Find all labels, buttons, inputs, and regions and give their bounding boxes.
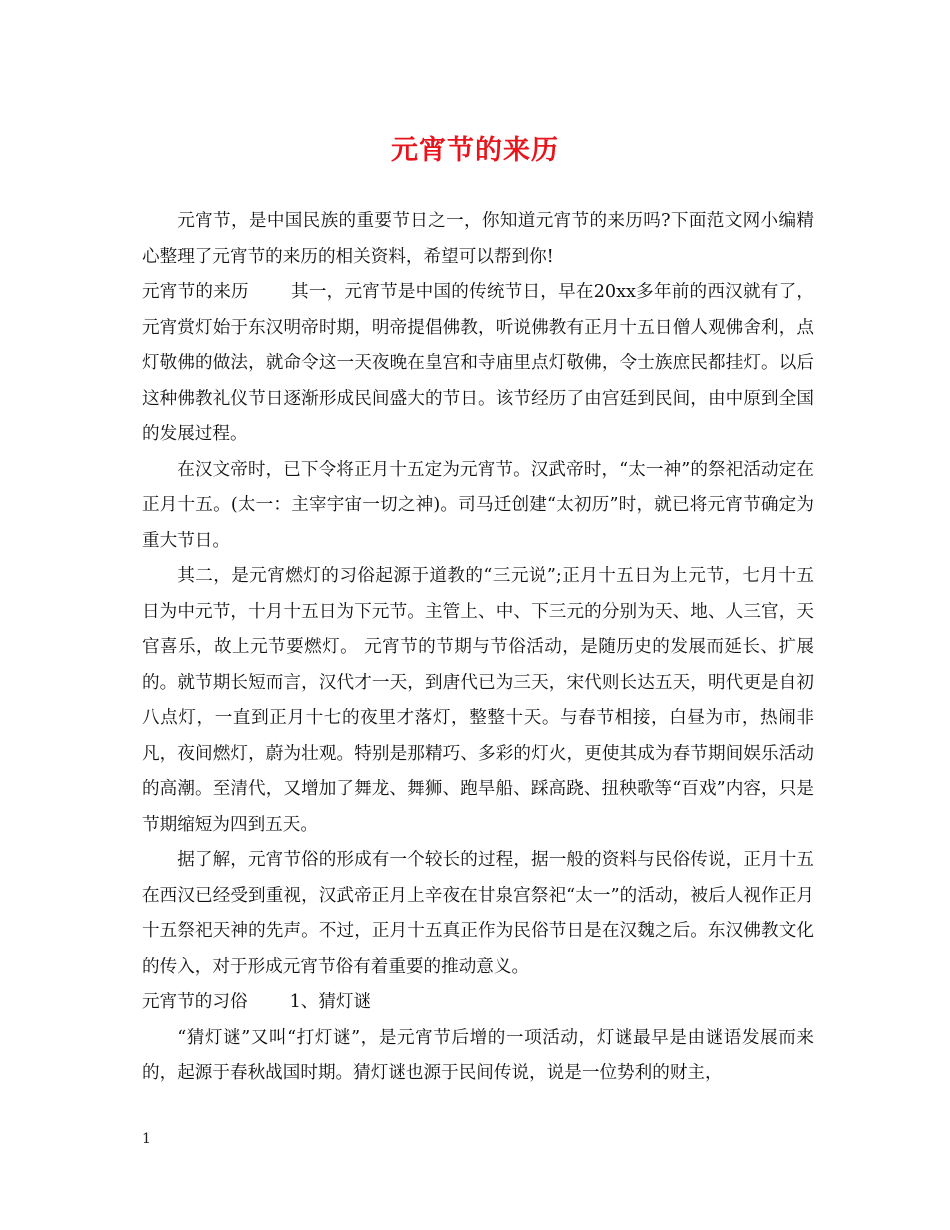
section-origin-paragraph-1 [142, 275, 814, 453]
intro-paragraph: 元宵节，是中国民族的重要节日之一，你知道元宵节的来历吗?下面范文网小编精心整理了元宵节的来历的相关资料，希望可以帮到你! [142, 211, 814, 267]
section-origin-paragraph-4: 据了解，元宵节俗的形成有一个较长的过程，据一般的资料与民俗传说，正月十五在西汉已经受到重视，汉武帝正月上辛夜在甘泉宫祭祀“太一”的活动，被后人视作正月十五祭祀天神的先声。不过，正月十五真正作为民俗节日是在汉魏之后。东汉佛教文化的传入，对于形成元宵节俗有着重要的推动意义。 [142, 850, 814, 977]
document-title: 元宵节的来历 [391, 135, 559, 166]
section-origin-heading: 元宵节的来历 [142, 282, 249, 302]
section-origin-paragraph-2: 在汉文帝时，已下令将正月十五定为元宵节。汉武帝时，“太一神”的祭祀活动定在正月十五。(太一：主宰宇宙一切之神)。司马迁创建“太初历”时，就已将元宵节确定为重大节日。 [142, 459, 814, 551]
section-customs-item-1: 1、猜灯谜 [289, 992, 372, 1012]
section-origin-paragraph-3: 其二，是元宵燃灯的习俗起源于道教的“三元说”;正月十五日为上元节，七月十五日为中元节，十月十五日为下元节。主管上、中、下三元的分别为天、地、人三官，天官喜乐，故上元节要燃灯。 元宵节的节期与节俗活动，是随历史的发展而延长、扩展的。就节期长短而言，汉代才一天，到唐代已为三天，宋代则长达五天，明代更是自初八点灯，一直到正月十七的夜里才落灯，整整十天。与春节相接，白昼为市，热闹非凡，夜间燃灯，蔚为壮观。特别是那精巧、多彩的灯火，更使其成为春节期间娱乐活动的高潮。至清代，又增加了舞龙、舞狮、跑旱船、踩高跷、扭秧歌等“百戏”内容，只是节期缩短为四到五天。 [142, 566, 814, 835]
section-customs-heading: 元宵节的习俗 [142, 992, 248, 1012]
page-number: 1 [142, 1131, 151, 1147]
section-origin-text-1: 其一，元宵节是中国的传统节日，早在20xx多年前的西汉就有了，元宵赏灯始于东汉明帝时期，明帝提倡佛教，听说佛教有正月十五日僧人观佛舍利，点灯敬佛的做法，就命令这一天夜晚在皇宫和寺庙里点灯敬佛，令士族庶民都挂灯。以后这种佛教礼仪节日逐渐形成民间盛大的节日。该节经历了由宫廷到民间，由中原到全国的发展过程。 [142, 282, 814, 444]
section-customs-paragraph-1: “猜灯谜”又叫“打灯谜”，是元宵节后增的一项活动，灯谜最早是由谜语发展而来的，起源于春秋战国时期。猜灯谜也源于民间传说，说是一位势利的财主， [142, 1027, 814, 1083]
section-customs-heading-line [142, 985, 814, 1021]
document-body [142, 204, 814, 1092]
